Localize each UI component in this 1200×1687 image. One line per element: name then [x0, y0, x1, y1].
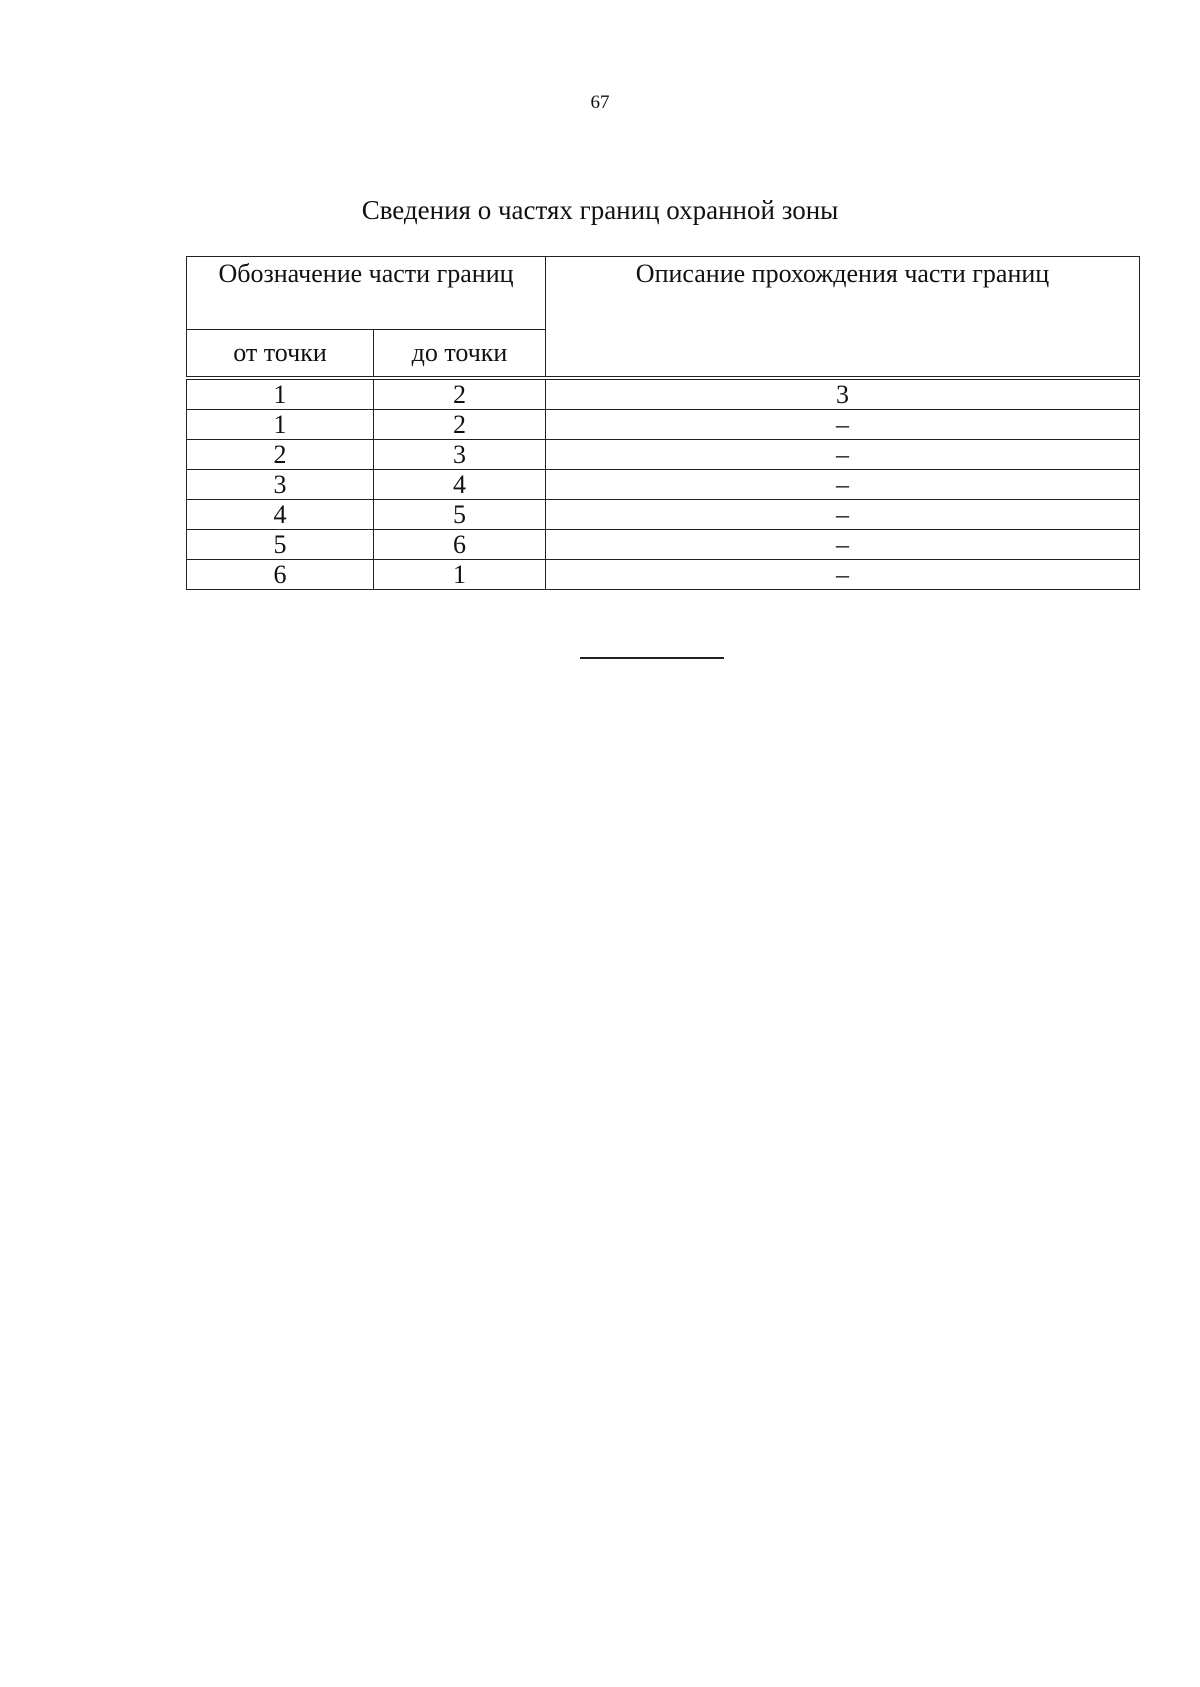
header-to-point: до точки	[374, 330, 546, 377]
description-cell: –	[546, 410, 1140, 440]
description-cell: –	[546, 560, 1140, 590]
header-boundary-part-description: Описание прохождения части границ	[546, 257, 1140, 377]
page-number: 67	[590, 92, 610, 113]
description-cell: –	[546, 470, 1140, 500]
table-row	[187, 560, 1140, 590]
to-point-cell: 1	[374, 560, 546, 590]
description-cell: –	[546, 530, 1140, 560]
header-from-point: от точки	[187, 330, 374, 377]
column-number: 3	[546, 380, 1140, 410]
table-row	[187, 470, 1140, 500]
table-row	[187, 500, 1140, 530]
from-point-cell: 4	[187, 500, 374, 530]
from-point-cell: 1	[187, 410, 374, 440]
to-point-cell: 6	[374, 530, 546, 560]
to-point-cell: 3	[374, 440, 546, 470]
from-point-cell: 3	[187, 470, 374, 500]
from-point-cell: 6	[187, 560, 374, 590]
end-of-section-rule	[580, 657, 724, 659]
document-title: Сведения о частях границ охранной зоны	[361, 195, 839, 225]
table-row	[187, 530, 1140, 560]
boundary-parts-table	[186, 256, 1140, 590]
to-point-cell: 4	[374, 470, 546, 500]
to-point-cell: 2	[374, 410, 546, 440]
description-cell: –	[546, 500, 1140, 530]
description-cell: –	[546, 440, 1140, 470]
column-number: 1	[187, 380, 374, 410]
table-row	[187, 410, 1140, 440]
column-number: 2	[374, 380, 546, 410]
column-numbering-row	[187, 380, 1140, 410]
to-point-cell: 5	[374, 500, 546, 530]
from-point-cell: 2	[187, 440, 374, 470]
table-row	[187, 440, 1140, 470]
header-boundary-part-designation: Обозначение части границ	[187, 257, 546, 330]
from-point-cell: 5	[187, 530, 374, 560]
